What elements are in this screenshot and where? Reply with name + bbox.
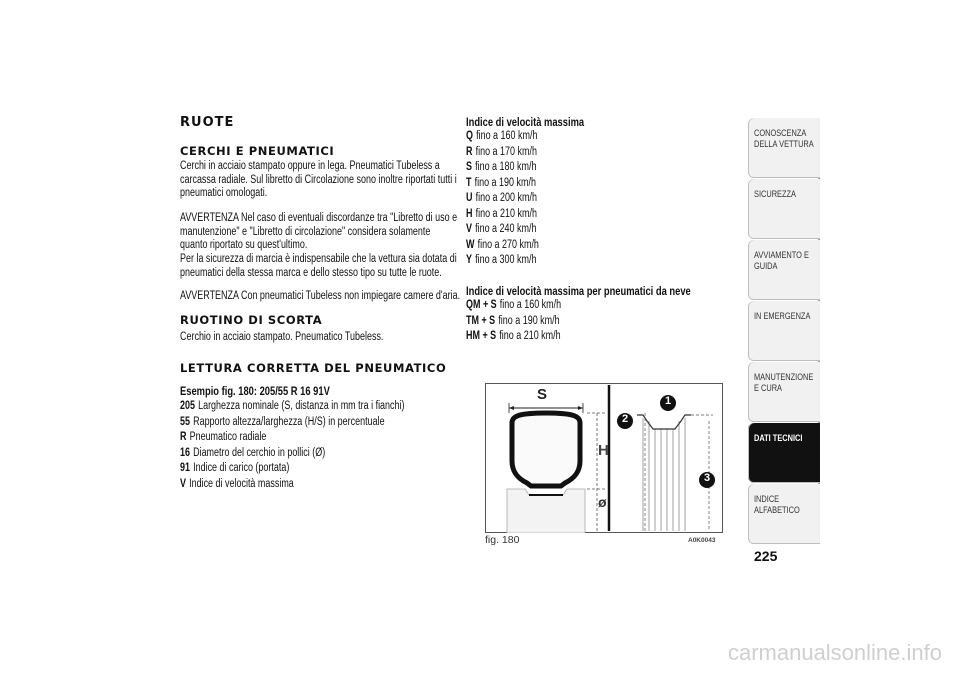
marker-2: 2 (621, 413, 629, 425)
list-item: S fino a 180 km/h (466, 161, 537, 173)
text-line: carcassa radiale. Sul libretto di Circolazione sono inoltre riportati tutti i (180, 173, 457, 186)
tab-in-emergenza[interactable]: IN EMERGENZA (748, 301, 820, 361)
tab-sicurezza[interactable]: SICUREZZA (748, 179, 820, 239)
paragraph-tubeless: AVVERTENZA Con pneumatici Tubeless non impiegare camere d'aria. (180, 290, 461, 302)
dimension-label-s: S (537, 386, 548, 403)
dimension-label-h: H (598, 442, 609, 459)
text-line: AVVERTENZA Nel caso di eventuali discordanze tra "Libretto di uso e (180, 212, 458, 224)
list-item: U fino a 200 km/h (466, 192, 537, 204)
page-number: 225 (754, 548, 778, 564)
figure-code: A0K0043 (688, 537, 716, 544)
list-item: 91 Indice di carico (portata) (180, 462, 290, 474)
tab-conoscenza-della-vettura[interactable]: CONOSCENZA DELLA VETTURA (748, 118, 820, 178)
text-line: manutenzione" e "Libretto di circolazione" considera solamente (180, 225, 431, 238)
list-item: 205 Larghezza nominale (S, distanza in mm tra i fianchi) (180, 400, 405, 412)
marker-1: 1 (664, 395, 672, 407)
tab-manutenzione-e-cura[interactable]: MANUTENZIONE E CURA (748, 362, 820, 422)
tyre-code-list (180, 399, 404, 492)
text-line: quanto riportato su quest'ultimo. (180, 239, 308, 251)
list-item: V Indice di velocità massima (180, 477, 294, 490)
tab-indice-alfabetico[interactable]: INDICE ALFABETICO (748, 484, 820, 544)
text-line: Cerchi in acciaio stampato oppure in lega. Pneumatici Tubeless a (180, 160, 440, 172)
list-item: Q fino a 160 km/h (466, 130, 538, 142)
section-heading-rims: CERCHI E PNEUMATICI (180, 144, 335, 158)
speed-index-heading: Indice di velocità massima (466, 115, 585, 129)
snow-speed-list (466, 298, 561, 345)
tyre-diagram (485, 383, 723, 533)
list-item: V fino a 240 km/h (466, 223, 537, 235)
text-line: Per la sicurezza di marcia è indispensabile che la vettura sia dotata di (180, 253, 457, 265)
section-heading-spare: RUOTINO DI SCORTA (180, 313, 323, 327)
text-line: pneumatici omologati. (180, 187, 268, 199)
figure-caption: fig. 180 (485, 534, 520, 546)
marker-3: 3 (703, 472, 711, 484)
list-item: 16 Diametro del cerchio in pollici (Ø) (180, 446, 326, 459)
paragraph-spare: Cerchio in acciaio stampato. Pneumatico Tubeless. (180, 331, 384, 343)
paragraph-safety (180, 253, 461, 280)
watermark: carmanualsonline.info (727, 640, 942, 665)
page-title: RUOTE (180, 115, 235, 130)
list-item: T fino a 190 km/h (466, 176, 536, 189)
list-item: 55 Rapporto altezza/larghezza (H/S) in percentuale (180, 415, 385, 428)
snow-speed-heading: Indice di velocità massima per pneumatici da neve (466, 284, 691, 298)
tab-avviamento-e-guida[interactable]: AVVIAMENTO E GUIDA (748, 240, 820, 300)
list-item: W fino a 270 km/h (466, 238, 539, 251)
paragraph-warning (180, 212, 461, 253)
list-item: QM + S fino a 160 km/h (466, 299, 562, 311)
list-item: TM + S fino a 190 km/h (466, 314, 560, 327)
tab-dati-tecnici[interactable]: DATI TECNICI (748, 423, 820, 483)
example-heading: Esempio fig. 180: 205/55 R 16 91V (180, 384, 330, 398)
list-item: Y fino a 300 km/h (466, 254, 537, 266)
list-item: H fino a 210 km/h (466, 207, 537, 220)
paragraph-rims (180, 160, 461, 201)
list-item: R Pneumatico radiale (180, 431, 267, 443)
list-item: HM + S fino a 210 km/h (466, 330, 561, 342)
speed-index-list (466, 129, 539, 269)
list-item: R fino a 170 km/h (466, 145, 537, 158)
section-heading-reading: LETTURA CORRETTA DEL PNEUMATICO (180, 361, 447, 375)
dimension-label-diameter: ø (598, 494, 607, 510)
text-line: pneumatici della stessa marca e dello stesso tipo su tutte le ruote. (180, 266, 442, 279)
